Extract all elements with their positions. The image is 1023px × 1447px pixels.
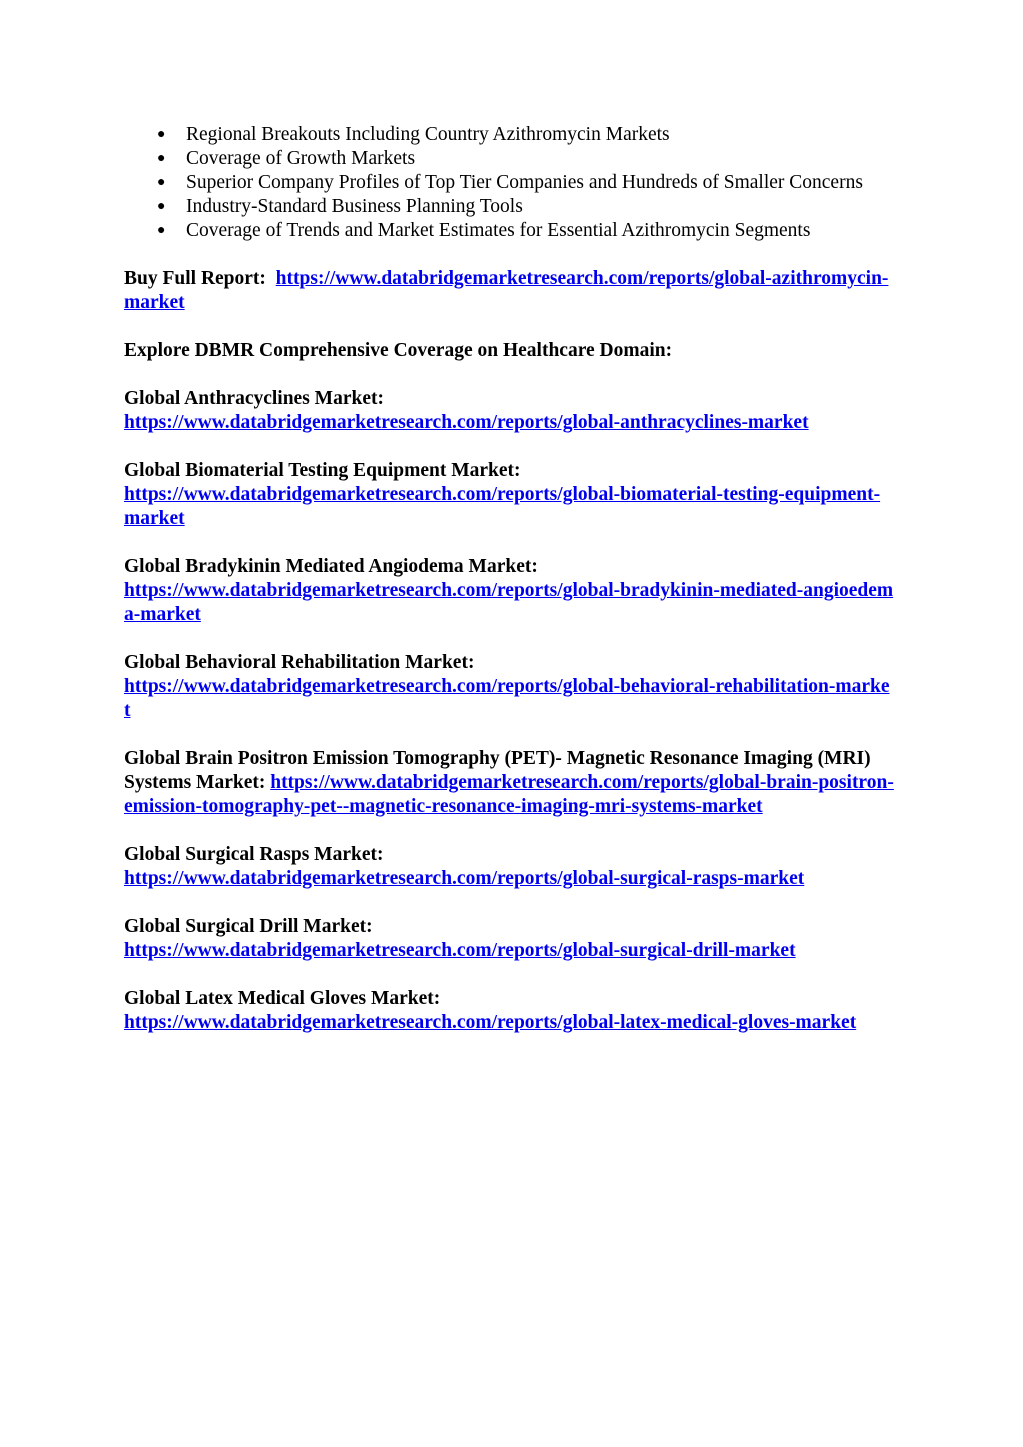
market-entry xyxy=(124,843,894,891)
bullet-text: Industry-Standard Business Planning Tools xyxy=(186,196,523,217)
market-title: Global Surgical Drill Market: xyxy=(124,916,373,937)
bullet-item xyxy=(124,171,894,195)
bullet-icon: ● xyxy=(157,175,166,190)
market-title: Global Brain Positron Emission Tomography (PET)- Magnetic Resonance Imaging (MRI) Systems Market: xyxy=(124,748,871,793)
buy-report-link[interactable]: https://www.databridgemarketresearch.com/reports/global-azithromycin-market xyxy=(124,268,889,313)
bullet-item xyxy=(124,219,894,243)
market-link[interactable]: https://www.databridgemarketresearch.com/reports/global-bradykinin-mediated-angioedema-market xyxy=(124,580,894,625)
bullet-item xyxy=(124,123,894,147)
bullet-text: Superior Company Profiles of Top Tier Companies and Hundreds of Smaller Concerns xyxy=(186,172,863,193)
market-link[interactable]: https://www.databridgemarketresearch.com/reports/global-behavioral-rehabilitation-market xyxy=(124,676,890,721)
market-link[interactable]: https://www.databridgemarketresearch.com/reports/global-surgical-drill-market xyxy=(124,940,796,961)
bullet-item xyxy=(124,147,894,171)
explore-heading: Explore DBMR Comprehensive Coverage on Healthcare Domain: xyxy=(124,340,673,361)
bullet-icon: ● xyxy=(157,151,166,166)
market-entry xyxy=(124,459,894,531)
bullet-text: Coverage of Trends and Market Estimates for Essential Azithromycin Segments xyxy=(186,220,811,241)
market-title: Global Anthracyclines Market: xyxy=(124,388,384,409)
market-title: Global Biomaterial Testing Equipment Market: xyxy=(124,460,521,481)
bullet-icon: ● xyxy=(157,199,166,214)
market-entry xyxy=(124,651,894,723)
market-title: Global Bradykinin Mediated Angiodema Market: xyxy=(124,556,538,577)
bullet-item xyxy=(124,195,894,219)
feature-bullet-list xyxy=(124,123,894,243)
market-entry xyxy=(124,555,894,627)
market-link[interactable]: https://www.databridgemarketresearch.com/reports/global-brain-positron-emission-tomography-pet--magnetic-resonance-imaging-mri-systems-market xyxy=(124,772,894,817)
market-title: Global Surgical Rasps Market: xyxy=(124,844,384,865)
market-entry xyxy=(124,387,894,435)
market-link[interactable]: https://www.databridgemarketresearch.com/reports/global-anthracyclines-market xyxy=(124,412,809,433)
bullet-text: Coverage of Growth Markets xyxy=(186,148,416,169)
buy-report-label: Buy Full Report: xyxy=(124,268,266,289)
market-entry xyxy=(124,987,894,1035)
bullet-icon: ● xyxy=(157,127,166,142)
market-entry xyxy=(124,915,894,963)
document-page xyxy=(124,123,894,1035)
market-title: Global Latex Medical Gloves Market: xyxy=(124,988,441,1009)
market-link[interactable]: https://www.databridgemarketresearch.com/reports/global-biomaterial-testing-equipment-market xyxy=(124,484,881,529)
bullet-text: Regional Breakouts Including Country Azithromycin Markets xyxy=(186,124,670,145)
market-link[interactable]: https://www.databridgemarketresearch.com/reports/global-latex-medical-gloves-market xyxy=(124,1012,857,1033)
market-link[interactable]: https://www.databridgemarketresearch.com/reports/global-surgical-rasps-market xyxy=(124,868,805,889)
market-title: Global Behavioral Rehabilitation Market: xyxy=(124,652,475,673)
buy-report-block xyxy=(124,267,894,315)
market-entry xyxy=(124,747,894,819)
bullet-icon: ● xyxy=(157,223,166,238)
